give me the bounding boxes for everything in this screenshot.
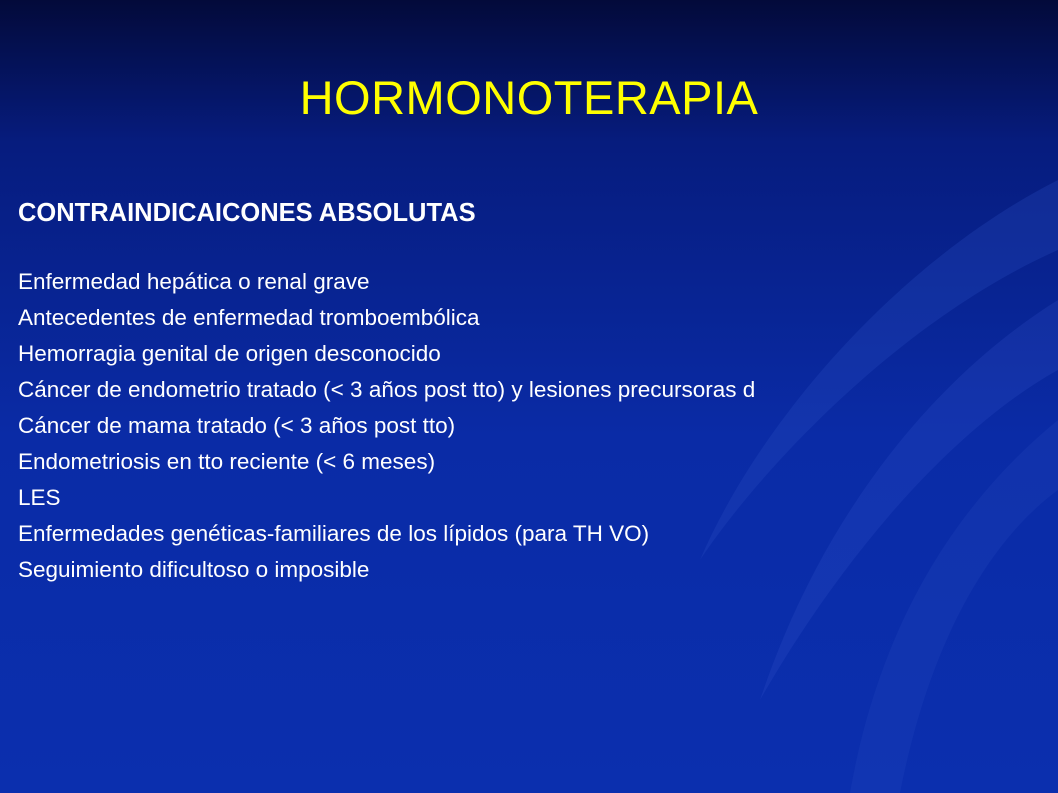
list-item: Antecedentes de enfermedad tromboembólica bbox=[18, 305, 480, 330]
list-item: LES bbox=[18, 485, 61, 510]
list-item: Hemorragia genital de origen desconocido bbox=[18, 341, 441, 366]
list-item: Endometriosis en tto reciente (< 6 meses) bbox=[18, 449, 436, 474]
list-item: Enfermedades genéticas-familiares de los lípidos (para TH VO) bbox=[18, 521, 650, 546]
list-item: Seguimiento dificultoso o imposible bbox=[18, 557, 370, 582]
list-item: Enfermedad hepática o renal grave bbox=[18, 269, 370, 294]
section-heading: CONTRAINDICAICONES ABSOLUTAS bbox=[18, 199, 476, 227]
contraindications-list bbox=[18, 264, 755, 588]
list-item: Cáncer de mama tratado (< 3 años post tto) bbox=[18, 413, 456, 438]
slide-title: HORMONOTERAPIA bbox=[299, 71, 759, 124]
list-item: Cáncer de endometrio tratado (< 3 años post tto) y lesiones precursoras d bbox=[18, 377, 756, 402]
